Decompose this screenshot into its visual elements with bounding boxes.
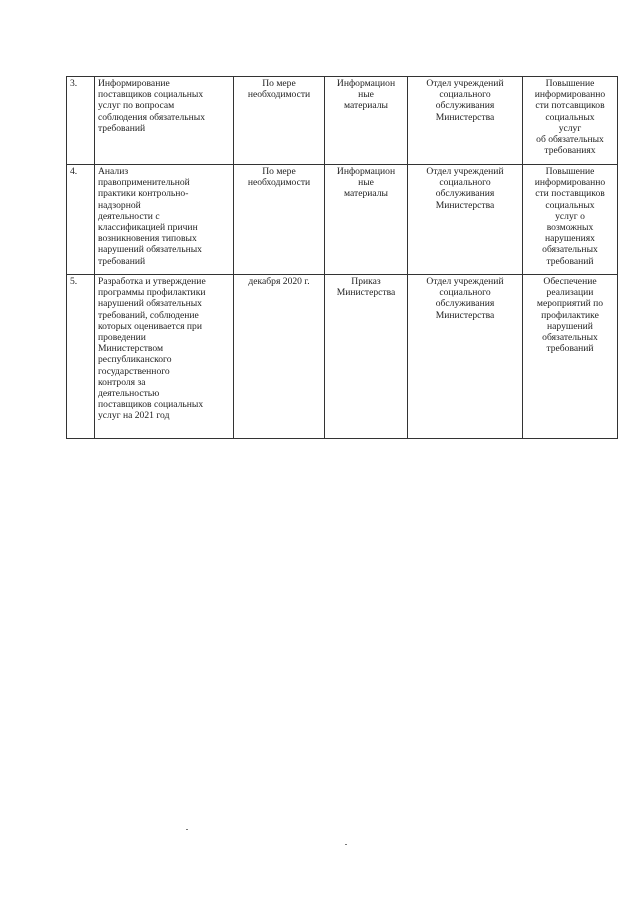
- responsible-cell-line: Отдел учреждений: [426, 78, 504, 89]
- form-cell-line: Информацион: [336, 78, 396, 89]
- measure-cell-line: правоприменительной: [98, 177, 190, 189]
- scan-speck: [345, 844, 347, 845]
- form-cell: [325, 77, 408, 165]
- measure-cell-line: требований: [98, 255, 146, 267]
- measure-cell-line: услуг по вопросам: [98, 100, 175, 112]
- form-cell-line: Приказ: [351, 276, 381, 287]
- measure-cell-line: проведении: [98, 332, 146, 344]
- responsible-cell: [408, 165, 523, 275]
- form-cell: [325, 275, 408, 439]
- measure-cell-line: которых оценивается при: [98, 320, 202, 332]
- result-cell-line: нарушений: [547, 320, 593, 332]
- responsible-cell-line: обслуживания: [435, 188, 495, 200]
- table-row: [67, 275, 618, 439]
- result-cell-line: информированно: [534, 177, 606, 189]
- form-cell-line: материалы: [344, 188, 388, 200]
- form-cell-line: Информацион: [336, 166, 396, 177]
- measure-cell: [95, 275, 234, 439]
- form-cell: [325, 165, 408, 275]
- form-cell-line: ные: [358, 89, 374, 101]
- table-row: [67, 77, 618, 165]
- period-cell-line: По мере: [262, 78, 296, 89]
- measure-cell-line: государственного: [98, 365, 170, 377]
- responsible-cell-line: социального: [439, 89, 491, 101]
- result-cell-line: обязательных: [542, 244, 598, 256]
- period-cell-line: По мере: [262, 166, 296, 177]
- measure-cell-line: поставщиков социальных: [98, 399, 204, 411]
- measure-cell-line: нарушений обязательных: [98, 244, 202, 256]
- result-cell-line: Повышение: [545, 78, 595, 89]
- table-row: [67, 165, 618, 275]
- result-cell-line: информированно: [534, 89, 606, 101]
- measure-cell-line: поставщиков социальных: [98, 89, 204, 101]
- form-cell-line: материалы: [344, 100, 388, 112]
- measure-cell-line: надзорной: [98, 199, 141, 211]
- responsible-cell-line: Министерства: [435, 309, 495, 321]
- result-cell-line: социальных: [545, 199, 595, 211]
- result-cell-line: профилактике: [541, 309, 599, 321]
- result-cell: [523, 275, 618, 439]
- responsible-cell-line: Отдел учреждений: [426, 276, 504, 287]
- result-cell-line: об обязательных: [536, 134, 604, 146]
- measure-cell-line: программы профилактики: [98, 287, 206, 299]
- measure-cell-line: Информирование: [98, 78, 170, 89]
- result-cell-line: требований: [546, 255, 594, 267]
- measure-cell-line: республиканского: [98, 354, 172, 366]
- result-cell-line: Обеспечение: [543, 276, 597, 287]
- row-number: 5.: [67, 275, 95, 439]
- measure-cell-line: деятельностью: [98, 388, 160, 400]
- measure-cell-line: Анализ: [98, 166, 129, 177]
- row-number: 4.: [67, 165, 95, 275]
- prevention-measures-table: [66, 76, 618, 439]
- form-cell-line: Министерства: [336, 287, 396, 299]
- measure-cell-line: требований: [98, 122, 146, 134]
- measure-cell-line: Министерством: [98, 343, 164, 355]
- measure-cell: [95, 165, 234, 275]
- result-cell-line: услуг о: [555, 210, 585, 222]
- result-cell-line: обязательных: [542, 332, 598, 344]
- measure-cell: [95, 77, 234, 165]
- responsible-cell-line: Министерства: [435, 111, 495, 123]
- result-cell: [523, 77, 618, 165]
- measure-cell-line: нарушений обязательных: [98, 298, 202, 310]
- result-cell-line: Повышение: [545, 166, 595, 177]
- period-cell: [234, 77, 325, 165]
- responsible-cell-line: Министерства: [435, 199, 495, 211]
- result-cell-line: сти поставщиков: [535, 188, 605, 200]
- responsible-cell-line: социального: [439, 287, 491, 299]
- responsible-cell-line: социального: [439, 177, 491, 189]
- result-cell-line: сти потсавщиков: [535, 100, 605, 112]
- measure-cell-line: услуг на 2021 год: [98, 410, 170, 422]
- responsible-cell: [408, 275, 523, 439]
- responsible-cell-line: обслуживания: [435, 298, 495, 310]
- result-cell: [523, 165, 618, 275]
- responsible-cell-line: обслуживания: [435, 100, 495, 112]
- measure-cell-line: требований, соблюдение: [98, 309, 199, 321]
- measure-cell-line: Разработка и утверждение: [98, 276, 206, 287]
- scan-speck: [186, 829, 188, 830]
- result-cell-line: нарушениях: [545, 233, 595, 245]
- measure-cell-line: соблюдения обязательных: [98, 111, 206, 123]
- result-cell-line: реализации: [546, 287, 594, 299]
- measure-cell-line: возникновения типовых: [98, 233, 197, 245]
- result-cell-line: возможных: [546, 222, 594, 234]
- form-cell-line: ные: [358, 177, 374, 189]
- period-cell-line: необходимости: [247, 89, 311, 101]
- result-cell-line: социальных: [545, 111, 595, 123]
- period-cell: [234, 165, 325, 275]
- result-cell-line: требованиях: [544, 145, 596, 157]
- period-cell-line: необходимости: [247, 177, 311, 189]
- row-number: 3.: [67, 77, 95, 165]
- period-cell: [234, 275, 325, 439]
- responsible-cell-line: Отдел учреждений: [426, 166, 504, 177]
- result-cell-line: услуг: [558, 122, 582, 134]
- result-cell-line: требований: [546, 343, 594, 355]
- measure-cell-line: классификацией причин: [98, 222, 198, 234]
- measure-cell-line: практики контрольно-: [98, 188, 189, 200]
- result-cell-line: мероприятий по: [536, 298, 604, 310]
- measure-cell-line: деятельности с: [98, 210, 160, 222]
- period-cell-line: декабря 2020 г.: [248, 276, 310, 287]
- responsible-cell: [408, 77, 523, 165]
- measure-cell-line: контроля за: [98, 376, 146, 388]
